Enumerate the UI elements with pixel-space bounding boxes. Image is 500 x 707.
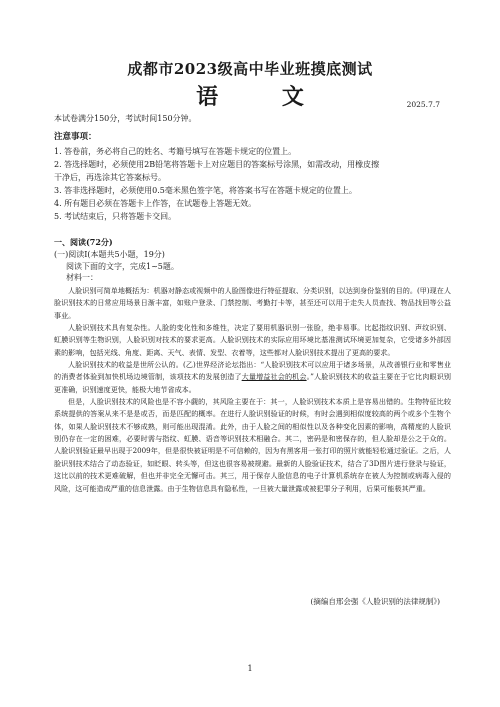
exam-intro: 本试卷满分150分，考试时间150分钟。: [54, 114, 197, 123]
passage-paragraph: 人脸识别技术具有复杂性。人脸的变化性和多维性，决定了要用机器识别一张脸，绝非易事。比起指纹识别、声纹识别、虹膜识别等生物识别，人脸识别对技术的要求更高。人脸识别技术的实际应用环境比基准测试环境更加复杂，它受诸多外部因素的影响，包括光线、角度、距离、天气、表情、发型、衣着等，这些都对人脸识别技术提出了更高的要求。: [54, 323, 451, 357]
source-citation: (摘编自邢会强《人脸识别的法律规制》): [310, 597, 440, 606]
exam-title: 成都市2023级高中毕业班摸底测试: [127, 60, 373, 78]
passage-paragraph: 人脸识别可简单地概括为：机器对静态或视频中的人脸图像进行特征提取、分类识别，以达到身份鉴别的目的。(甲)现在人脸识别技术的日常应用场景日渐丰富，如账户登录、门禁控制、考勤打卡等，甚至还可以用于走失人员查找、物品找回等公益事业。: [54, 286, 451, 320]
subject-title: 语 文: [196, 84, 332, 110]
notice-item: 2. 答选择题时，必须使用2B铅笔将答题卡上对应题目的答案标号涂黑，如需改动，用橡皮擦: [54, 160, 380, 169]
exam-date: 2025.7.7: [406, 100, 440, 109]
passage-paragraph: 人脸识别技术的收益是世所公认的。(乙)世界经济论坛指出：“人脸识别技术可以应用于诸多场景，从改善银行业和零售业的消费者体验到加快机场边境管制，该项技术的发展创造了大量增益社会的机会。”人脸识别技术的收益主要在于它比肉眼识别更准确，识别速度更快，能极大地节省成本。: [54, 360, 452, 394]
material-label: 材料一：: [66, 273, 98, 282]
notice-title: 注意事项：: [54, 132, 97, 142]
notice-item: 4. 所有题目必须在答题卡上作答，在试题卷上答题无效。: [54, 199, 257, 208]
notice-list: [54, 145, 452, 223]
subsection-title: (一)阅读Ⅰ(本题共5小题，19分): [54, 250, 165, 259]
passage: [54, 285, 451, 495]
notice-item: 干净后，再选涂其它答案标号。: [54, 173, 166, 182]
page-number: 1: [247, 664, 253, 673]
notice-item: 1. 答卷前，务必将自己的姓名、考籍号填写在答题卡规定的位置上。: [54, 147, 297, 156]
underlined-phrase: 大量增益社会的机会: [241, 372, 307, 382]
instruction: 阅读下面的文字，完成1~5题。: [66, 262, 179, 271]
passage-paragraph: 但是，人脸识别技术的风险也是不容小觑的，其风险主要在于：其一，人脸识别技术本质上是容易出错的。生物特征比较系统提供的答案从来不是是或否，而是匹配的概率。在进行人脸识别验证的时候，有时会遇到相似度较高的两个或多个生物个体，如果人脸识别技术不够成熟，则可能出现混淆。此外，由于人脸之间的相似性以及各种变化因素的影响，高精度的人脸识别仍存在一定的困难，必要时需与指纹、虹膜、语音等识别技术相融合。其二，密码是和密保存的，但人脸却是公之于众的。人脸识别验证最早出现于2009年，但是很快被证明是不可信赖的，因为有黑客用一张打印的照片就能轻松通过验证。之后，人脸识别技术结合了动态验证，如眨眼、转头等，但这也很容易被规避。最新的人脸验证技术，结合了3D图片进行登录与验证，这比以前的技术更难破解，但也并非完全无懈可击。其三，用于保存人脸信息的电子计算机系统存在被人为控制或病毒入侵的风险，这可能造成严重的信息泄露。由于生物信息具有隐私性，一旦被大量泄露或被犯罪分子利用，后果可能极其严重。: [54, 397, 451, 493]
section-title: 一、阅读(72分): [54, 237, 113, 247]
notice-item: 3. 答非选择题时，必须使用0.5毫米黑色签字笔，将答案书写在答题卡规定的位置上。: [54, 186, 357, 195]
notice-item: 5. 考试结束后，只将答题卡交回。: [54, 212, 177, 221]
